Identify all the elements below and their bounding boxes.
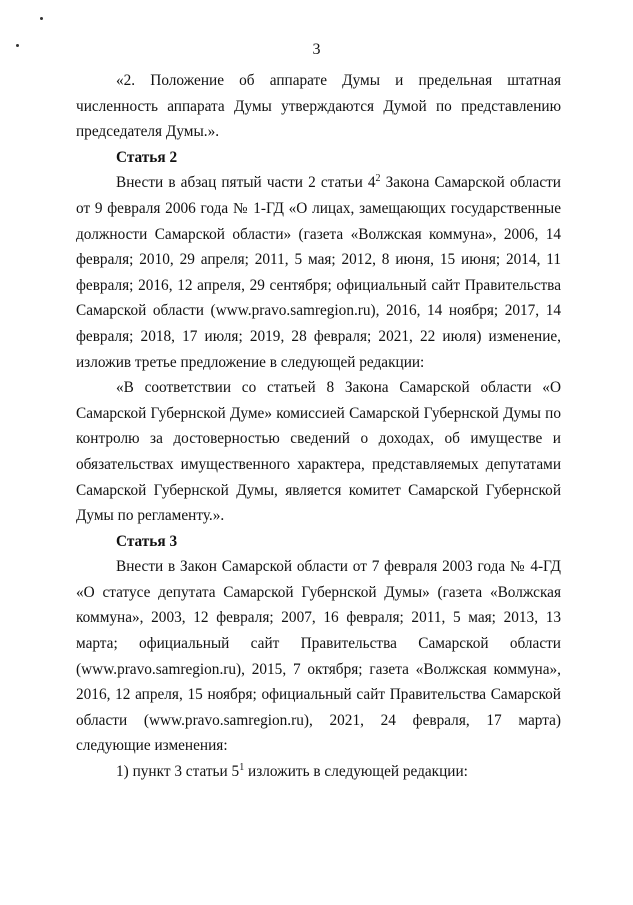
paragraph (76, 759, 561, 785)
superscript: 1 (239, 762, 245, 774)
paragraph-text: изложить в следующей редакции: (244, 763, 468, 781)
paragraph-text: Закона Самарской области от 9 февраля 2006 года № 1-ГД «О лицах, замещающих государственные должности Самарской области» (газета «Волжская коммуна», 2006, 14 февраля; 2010, 29 апреля; 2011, 5 мая; 2012, 8 июня, 15 июня; 2014, 11 февраля; 2016, 12 апреля, 29 сентября; официальный сайт Правительства Самарской области (www.pravo.samregion.ru), 2016, 14 ноября; 2017, 14 февраля; 2018, 17 июля; 2019, 28 февраля; 2021, 22 июля) изменение, изложив третье предложение в следующей редакции: (76, 174, 561, 371)
page-number: 3 (312, 41, 321, 58)
paragraph (76, 170, 561, 375)
article-heading: Статья 2 (116, 148, 178, 166)
scan-mark (40, 17, 43, 20)
paragraph: Внести в Закон Самарской области от 7 февраля 2003 года № 4-ГД «О статусе депутата Самарской Губернской Думы» (газета «Волжская коммуна», 2003, 12 февраля; 2007, 16 февраля; 2011, 5 мая; 2013, 13 марта; официальный сайт Правительства Самарской области (www.pravo.samregion.ru), 2015, 7 октября; газета «Волжская коммуна», 2016, 12 апреля, 15 ноября; официальный сайт Правительства Самарской области (www.pravo.samregion.ru), 2021, 24 февраля, 17 марта) следующие изменения: (76, 558, 561, 755)
paragraph-text: 1) пункт 3 статьи 5 (116, 763, 240, 781)
article-heading: Статья 3 (116, 532, 178, 550)
paragraph: «В соответствии со статьей 8 Закона Самарской области «О Самарской Губернской Думе» комиссией Самарской Губернской Думы по контролю за достоверностью сведений о доходах, об имуществе и обязательствах имущественного характера, представляемых депутатами Самарской Губернской Думы, является комитет Самарской Губернской Думы по регламенту.». (76, 379, 561, 525)
superscript: 2 (375, 173, 381, 185)
document-body (76, 68, 561, 785)
paragraph-text: Внести в абзац пятый части 2 статьи 4 (116, 174, 376, 192)
paragraph: «2. Положение об аппарате Думы и предельная штатная численность аппарата Думы утверждаются Думой по представлению председателя Думы.». (76, 72, 561, 141)
